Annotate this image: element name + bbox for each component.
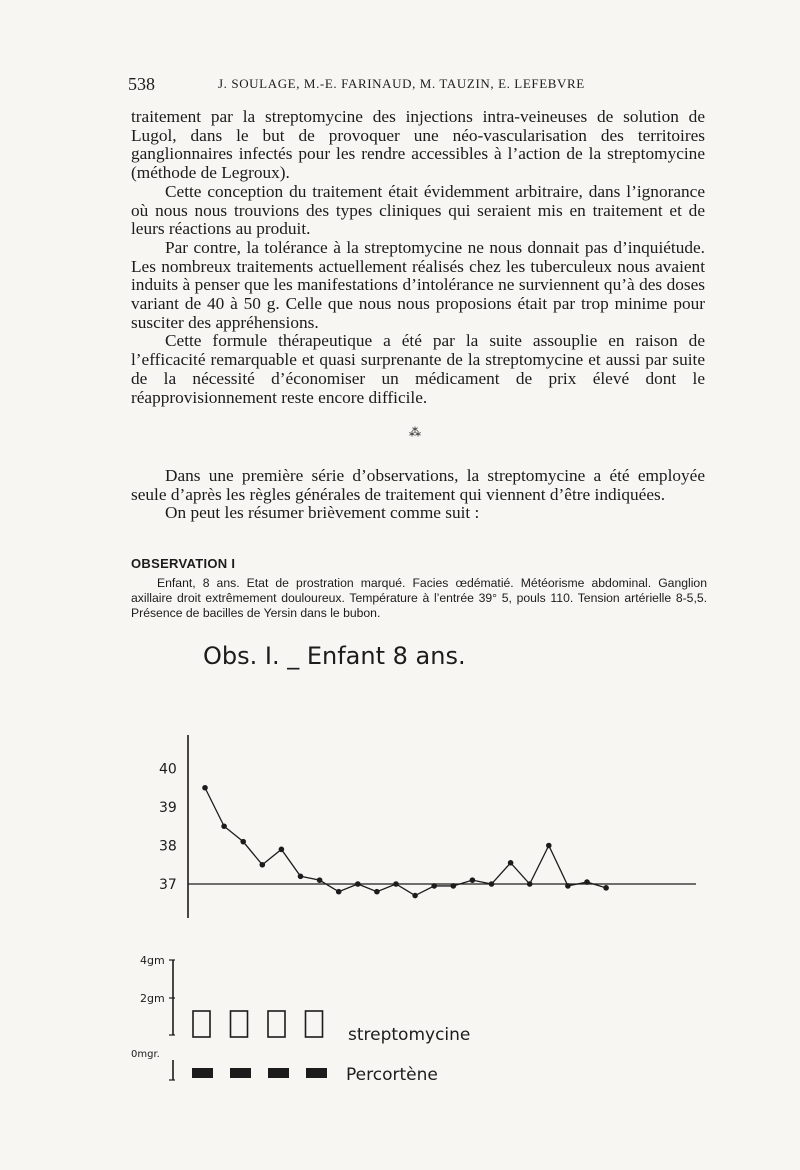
temperature-points [202,785,609,898]
streptomycine-label: streptomycine [348,1025,471,1045]
temperature-point [603,885,609,891]
percortene-dose-mark [192,1068,213,1078]
paragraph-2: Cette conception du traitement était évidemment arbitraire, dans l’ignorance où nous nous trouvions des types cliniques qui seraient mis en traitement et de leurs réactions au produit. [131,181,705,239]
percortene-dose-mark [306,1068,327,1078]
running-head: J. SOULAGE, M.-E. FARINAUD, M. TAUZIN, E. LEFEBVRE [218,76,585,91]
dose-label-0mgr: 0mgr. [131,1049,160,1060]
percortene-dose-mark [268,1068,289,1078]
observation-paragraph: Enfant, 8 ans. Etat de prostration marqué. Facies œdématié. Météorisme abdominal. Ganglion axillaire droit extrêmement douloureux. Température à l’entrée 39° 5, pouls 110. Tension artérielle 8-5,5. Présence de bacilles de Yersin dans le bubon. [131,576,707,620]
y-tick-label: 37 [159,877,177,893]
observation-title: OBSERVATION I [131,556,236,571]
y-tick-labels [159,762,177,894]
temperature-point [374,889,380,895]
paragraph-5: Dans une première série d’observations, la streptomycine a été employée seule d’après les règles générales de traitement qui viennent d’être indiquées. [131,466,705,504]
streptomycine-doses [193,1011,323,1037]
temperature-point [412,893,418,899]
temperature-point [546,843,552,849]
page-number: 538 [128,74,155,94]
temperature-point [298,874,304,880]
temperature-point [317,877,323,883]
streptomycine-dose-box [306,1011,323,1037]
temperature-series-line [205,788,606,896]
streptomycine-dose-box [231,1011,248,1037]
y-tick-label: 40 [159,761,177,778]
temperature-point [451,883,457,889]
streptomycine-dose-box [268,1011,285,1037]
paragraph-1: traitement par la streptomycine des injections intra-veineuses de solution de Lugol, dans le but de provoquer une néo-vascularisation des territoires ganglionnaires infectés pour les rendre accessibles à l’action de la streptomycine (méthode de Legroux). [131,107,705,183]
percortene-label: Percortène [346,1065,438,1085]
paragraph-3: Par contre, la tolérance à la streptomycine ne nous donnait pas d’inquiétude. Les nombreux traitements actuellement réalisés chez les tuberculeux nous avaient induits à penser que les manifestations d’intolérance ne surviennent qu’à des doses variant de 40 à 50 g. Celle que nous nous proposions était par trop minime pour susciter des appréhensions. [131,237,705,332]
temperature-point [489,881,495,887]
temperature-point [260,862,266,868]
chart-title: Obs. I. _ Enfant 8 ans. [203,642,466,670]
y-tick-label: 39 [159,800,177,816]
dose-label-2gm: 2gm [140,992,165,1005]
paragraph-4: Cette formule thérapeutique a été par la suite assouplie en raison de l’efficacité remarquable et quasi surprenante de la streptomycine et aussi par suite de la nécessité d’économiser un médicament de prix élevé dont le réapprovisionnement reste encore difficile. [131,331,705,407]
temperature-point [355,881,361,887]
y-tick-label: 38 [159,838,177,855]
temperature-point [565,883,571,889]
temperature-point [584,879,590,885]
percortene-doses [192,1068,327,1078]
asterism-separator: ⁂ [409,425,421,439]
temperature-point [393,881,399,887]
temperature-point [240,839,246,845]
temperature-point [221,823,227,829]
temperature-point [202,785,208,791]
percortene-dose-mark [230,1068,251,1078]
temperature-point [279,847,285,853]
temperature-point [527,881,533,887]
temperature-point [336,889,342,895]
temperature-point [431,883,437,889]
paragraph-6: On peut les résumer brièvement comme suit : [165,503,480,523]
temperature-point [470,877,476,883]
dose-label-4gm: 4gm [140,954,165,967]
temperature-point [508,860,514,866]
streptomycine-dose-box [193,1011,210,1037]
